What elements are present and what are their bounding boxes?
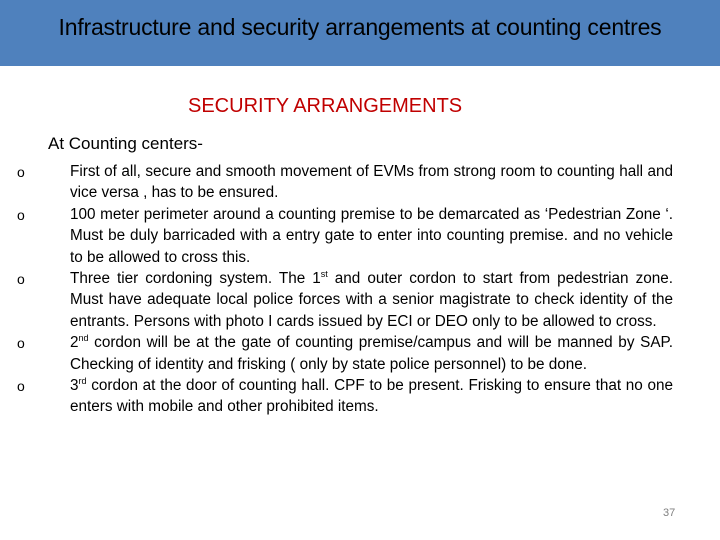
bullet-text-part: Three tier cordoning system. The 1 xyxy=(70,270,321,288)
header-bar xyxy=(0,0,720,66)
list-item xyxy=(0,332,720,375)
list-item xyxy=(0,375,720,418)
ordinal-superscript: nd xyxy=(78,333,89,344)
bullet-text-part: 2 xyxy=(70,334,79,352)
bullet-text-part: 3 xyxy=(70,377,79,395)
list-item xyxy=(0,268,720,332)
bullet-text xyxy=(70,375,673,418)
bullet-text-part: cordon will be at the gate of counting premise/campus and will be manned by SAP. Checking of identity and frisking ( only by state police personnel) to be done. xyxy=(70,334,673,373)
bullet-text xyxy=(70,332,673,375)
bullet-text xyxy=(70,268,673,332)
bullet-text: First of all, secure and smooth movement of EVMs from strong room to counting hall and vice versa , has to be ensured. xyxy=(70,163,673,202)
section-subtitle: SECURITY ARRANGEMENTS xyxy=(188,95,463,117)
page-number: 37 xyxy=(663,507,676,519)
bullet-list xyxy=(0,161,720,418)
bullet-text-part: and outer cordon to start from pedestrian zone. Must have adequate local police forces with a senior magistrate to check identity of the entrants. Persons with photo I cards issued by ECI or DEO only to be allowed to cross. xyxy=(70,270,673,330)
bullet-marker-icon: o xyxy=(17,206,25,223)
bullet-marker-icon: o xyxy=(17,335,25,352)
bullet-text: 100 meter perimeter around a counting premise to be demarcated as ‘Pedestrian Zone ‘. Must be duly barricaded with a entry gate to enter into counting premise. and no vehicle to be allowed to cross this. xyxy=(70,205,673,266)
bullet-text-part: cordon at the door of counting hall. CPF to be present. Frisking to ensure that no one enters with mobile and other prohibited items. xyxy=(70,377,673,416)
lead-text: At Counting centers- xyxy=(48,134,203,153)
list-item xyxy=(0,161,720,204)
bullet-marker-icon: o xyxy=(17,164,25,180)
ordinal-superscript: st xyxy=(320,268,328,279)
ordinal-superscript: rd xyxy=(78,375,87,386)
list-item xyxy=(0,204,720,268)
bullet-marker-icon: o xyxy=(17,271,25,288)
bullet-marker-icon: o xyxy=(17,378,25,395)
slide-title: Infrastructure and security arrangements at counting centres xyxy=(58,14,662,40)
